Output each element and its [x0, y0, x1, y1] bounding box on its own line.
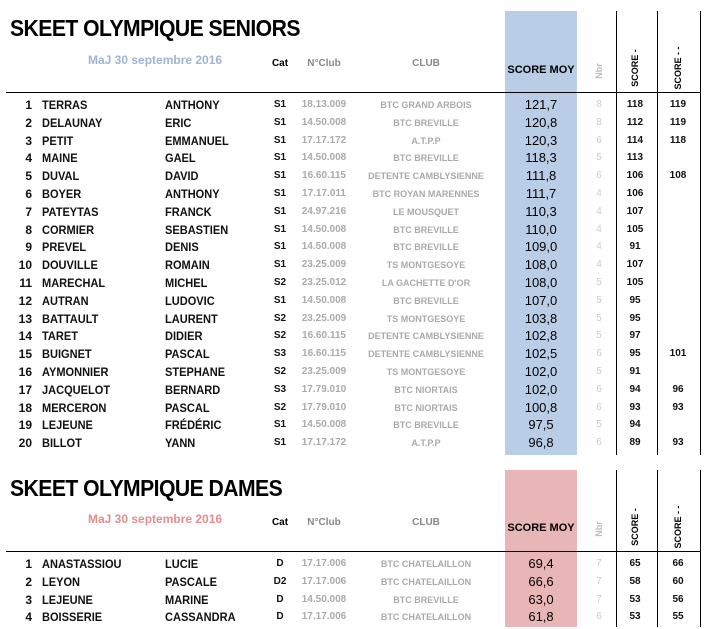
table-row: [0, 167, 705, 185]
cell-prenom: DAVID: [165, 169, 199, 184]
cell-nbr: 4: [596, 205, 602, 217]
cell-nbr: 5: [596, 312, 602, 324]
cell-prenom: ANTHONY: [165, 98, 220, 112]
cell-rank: 4: [25, 610, 32, 625]
cell-s2: 60: [672, 575, 684, 587]
cell-s1: 95: [629, 312, 641, 324]
cell-nbr: 4: [596, 241, 602, 253]
cell-s1: 91: [629, 365, 641, 377]
table-row: [0, 381, 705, 399]
cell-cat: S1: [273, 205, 287, 217]
cell-rank: 20: [18, 436, 32, 451]
seniors-table: [0, 96, 705, 452]
cell-nbr: 6: [596, 348, 602, 360]
cell-score: 111,8: [525, 168, 557, 184]
cell-club: BTC BREVILLE: [393, 117, 459, 128]
cell-nclub: 16.60.115: [302, 170, 346, 182]
cell-prenom: LAURENT: [165, 311, 218, 326]
dames-table: [0, 555, 705, 626]
table-row: [0, 238, 705, 256]
cell-s1: 97: [629, 330, 641, 342]
cell-club: TS MONTGESOYE: [386, 313, 466, 324]
cell-nclub: 14.50.008: [301, 152, 347, 164]
cell-nom: BOISSERIE: [42, 610, 103, 625]
cell-nom: MAINE: [42, 151, 78, 166]
cell-score: 111,7: [525, 185, 557, 201]
cell-rank: 1: [25, 98, 32, 112]
dames-title: SKEET OLYMPIQUE DAMES: [10, 475, 283, 501]
cell-nbr: 8: [596, 99, 602, 110]
cell-s2: 93: [672, 401, 684, 413]
cell-prenom: STEPHANE: [165, 364, 226, 379]
header-score-2: SCORE - -: [673, 505, 683, 549]
cell-prenom: LUCIE: [165, 557, 199, 571]
cell-club: BTC GRAND ARBOIS: [380, 100, 472, 110]
cell-nom: LEJEUNE: [42, 592, 93, 607]
cell-nclub: 17.17.011: [302, 187, 346, 199]
cell-rank: 15: [18, 347, 32, 362]
cell-rank: 4: [25, 151, 32, 166]
cell-nclub: 24.97.216: [301, 205, 347, 217]
cell-club: TS MONTGESOYE: [386, 366, 466, 377]
cell-cat: D: [276, 558, 284, 569]
cell-cat: S1: [273, 223, 287, 235]
cell-club: A.T.P.P: [411, 135, 441, 146]
cell-nclub: 14.50.008: [301, 593, 347, 605]
cell-club: A.T.P.P: [411, 438, 441, 449]
cell-prenom: SEBASTIEN: [165, 222, 229, 237]
cell-s1: 105: [626, 223, 644, 235]
cell-rank: 13: [18, 311, 32, 326]
cell-nbr: 6: [596, 383, 602, 395]
cell-cat: D: [276, 611, 284, 623]
cell-nbr: 5: [596, 294, 602, 306]
cell-s1: 113: [626, 152, 644, 164]
cell-prenom: DIDIER: [165, 329, 203, 344]
cell-score: 66,6: [528, 573, 554, 589]
cell-nbr: 6: [596, 611, 602, 623]
cell-cat: S1: [273, 134, 287, 146]
cell-nclub: 14.50.008: [301, 419, 347, 431]
cell-nom: ANASTASSIOU: [42, 557, 122, 571]
cell-nom: BILLOT: [42, 436, 82, 451]
cell-rank: 12: [18, 293, 32, 308]
cell-nclub: 17.17.006: [301, 575, 347, 587]
cell-club: DETENTE CAMBLYSIENNE: [368, 349, 484, 360]
cell-nclub: 16.60.115: [302, 348, 346, 360]
table-row: [0, 256, 705, 274]
cell-nom: PETIT: [42, 133, 74, 148]
cell-cat: S2: [273, 276, 287, 288]
cell-nclub: 14.50.008: [301, 241, 347, 253]
cell-nom: BUIGNET: [42, 347, 92, 362]
cell-s1: 53: [629, 611, 641, 623]
cell-nom: PATEYTAS: [42, 204, 99, 219]
header-club: CLUB: [412, 517, 440, 528]
cell-nbr: 4: [596, 187, 602, 199]
table-row: [0, 132, 705, 150]
cell-nclub: 17.79.010: [301, 383, 347, 395]
cell-cat: S2: [273, 330, 287, 342]
cell-nclub: 18.13.009: [301, 99, 347, 110]
cell-nclub: 17.17.172: [301, 134, 347, 146]
cell-rank: 8: [25, 222, 32, 237]
cell-score: 108,0: [524, 257, 558, 273]
header-score-moy: SCORE MOY: [507, 64, 575, 76]
cell-rank: 3: [25, 592, 32, 607]
cell-cat: S3: [273, 348, 287, 360]
cell-nclub: 23.25.012: [301, 276, 347, 288]
table-row: [0, 185, 705, 203]
cell-score: 102,8: [524, 328, 558, 344]
table-row: [0, 149, 705, 167]
cell-nbr: 6: [596, 170, 602, 182]
cell-club: BTC BREVILLE: [393, 594, 459, 605]
cell-s1: 94: [629, 419, 641, 431]
cell-cat: D: [276, 593, 284, 605]
cell-club: BTC NIORTAIS: [394, 402, 458, 413]
cell-club: DETENTE CAMBLYSIENNE: [368, 331, 484, 342]
cell-prenom: FRÉDÉRIC: [165, 418, 222, 433]
cell-club: BTC BREVILLE: [393, 420, 459, 431]
cell-rank: 7: [25, 204, 32, 219]
cell-rank: 16: [18, 364, 32, 379]
cell-nbr: 5: [596, 152, 602, 164]
cell-nom: CORMIER: [42, 222, 95, 237]
cell-cat: S1: [273, 294, 287, 306]
cell-nclub: 17.79.010: [301, 401, 347, 413]
table-row: [0, 327, 705, 345]
cell-nom: MERCERON: [42, 400, 107, 415]
table-row: [0, 608, 705, 626]
cell-club: BTC NIORTAIS: [394, 384, 458, 395]
cell-score: 120,8: [524, 114, 558, 130]
cell-score: 63,0: [528, 591, 554, 607]
cell-rank: 3: [25, 133, 32, 148]
table-row: [0, 363, 705, 381]
dames-update-date: MaJ 30 septembre 2016: [88, 512, 223, 526]
cell-nom: TARET: [42, 329, 78, 344]
cell-s1: 107: [626, 259, 644, 271]
cell-cat: S1: [273, 116, 287, 128]
cell-nbr: 8: [596, 116, 602, 128]
cell-club: LE MOUSQUET: [392, 206, 459, 217]
cell-s2: 101: [669, 348, 687, 360]
cell-cat: S1: [273, 170, 287, 182]
cell-prenom: FRANCK: [165, 204, 212, 219]
cell-s2: 118: [669, 134, 687, 146]
cell-s2: 56: [672, 593, 684, 605]
cell-s1: 58: [629, 575, 641, 587]
cell-prenom: LUDOVIC: [165, 293, 215, 308]
cell-score: 108,0: [524, 274, 558, 290]
cell-s1: 112: [626, 116, 644, 128]
cell-nbr: 4: [596, 223, 602, 235]
cell-s2: 108: [669, 170, 687, 182]
cell-nbr: 5: [596, 330, 602, 342]
cell-prenom: PASCAL: [165, 347, 210, 362]
cell-rank: 19: [18, 418, 32, 433]
cell-prenom: GAEL: [165, 151, 196, 166]
cell-score: 102,5: [524, 346, 558, 362]
cell-score: 100,8: [524, 399, 558, 415]
cell-s2: 55: [672, 611, 684, 623]
cell-prenom: BERNARD: [165, 382, 221, 397]
cell-s1: 107: [626, 205, 644, 217]
cell-club: LA GACHETTE D'OR: [381, 277, 471, 288]
cell-nbr: 6: [596, 401, 602, 413]
cell-score: 97,5: [528, 417, 554, 433]
cell-nbr: 5: [596, 365, 602, 377]
cell-nclub: 17.17.006: [301, 611, 347, 623]
cell-s2: 93: [672, 437, 684, 449]
cell-cat: S2: [273, 312, 287, 324]
cell-nclub: 23.25.009: [301, 312, 347, 324]
cell-cat: S1: [273, 437, 287, 449]
cell-nbr: 7: [596, 558, 602, 569]
cell-nbr: 4: [596, 259, 602, 271]
cell-prenom: EMMANUEL: [165, 133, 229, 148]
cell-s1: 94: [629, 383, 641, 395]
cell-rank: 1: [25, 557, 32, 571]
cell-rank: 2: [25, 574, 32, 589]
header-score-2: SCORE - -: [673, 46, 683, 90]
cell-s1: 95: [629, 294, 641, 306]
cell-s1: 53: [629, 593, 641, 605]
header-cat: Cat: [271, 58, 289, 69]
header-nbr: Nbr: [594, 521, 604, 537]
cell-prenom: DENIS: [165, 240, 199, 255]
cell-score: 121,7: [524, 97, 558, 112]
cell-club: BTC BREVILLE: [393, 295, 459, 306]
table-row: [0, 345, 705, 363]
table-row: [0, 591, 705, 609]
cell-nbr: 6: [596, 437, 602, 449]
cell-score: 102,0: [524, 381, 558, 397]
cell-nom: DUVAL: [42, 169, 80, 184]
table-row: [0, 221, 705, 239]
cell-prenom: ERIC: [165, 115, 192, 130]
cell-nom: LEJEUNE: [42, 418, 93, 433]
cell-prenom: YANN: [165, 436, 196, 451]
header-nclub: N°Club: [307, 517, 341, 528]
cell-score: 110,3: [525, 203, 557, 219]
cell-nbr: 7: [596, 593, 602, 605]
cell-nclub: 14.50.008: [301, 116, 347, 128]
cell-club: BTC CHATELAILLON: [380, 612, 472, 623]
cell-s2: 119: [669, 116, 687, 128]
cell-score: 69,4: [528, 556, 554, 571]
cell-nom: BATTAULT: [42, 311, 99, 326]
cell-rank: 14: [18, 329, 32, 344]
cell-nclub: 23.25.009: [301, 365, 347, 377]
cell-rank: 17: [18, 382, 32, 397]
cell-nom: BOYER: [42, 186, 82, 201]
cell-nom: DELAUNAY: [42, 115, 103, 130]
cell-prenom: MARINE: [165, 592, 209, 607]
cell-nclub: 17.17.006: [301, 558, 347, 569]
cell-rank: 9: [25, 240, 32, 255]
cell-cat: S1: [273, 99, 287, 110]
cell-score: 110,0: [525, 221, 557, 237]
cell-nbr: 5: [596, 419, 602, 431]
cell-prenom: CASSANDRA: [165, 610, 236, 625]
cell-nbr: 6: [596, 134, 602, 146]
cell-rank: 6: [25, 186, 32, 201]
cell-cat: S1: [273, 241, 287, 253]
cell-club: BTC ROYAN MARENNES: [372, 188, 480, 199]
cell-s1: 89: [629, 437, 641, 449]
header-club: CLUB: [412, 58, 440, 69]
cell-club: TS MONTGESOYE: [386, 260, 466, 271]
header-score-1: SCORE -: [630, 508, 640, 546]
seniors-update-date: MaJ 30 septembre 2016: [88, 53, 223, 67]
cell-cat: S2: [273, 401, 287, 413]
cell-s1: 65: [629, 558, 641, 569]
header-rule: [6, 92, 701, 93]
cell-nclub: 14.50.008: [301, 223, 347, 235]
table-row: [0, 310, 705, 328]
cell-nclub: 14.50.008: [301, 294, 347, 306]
table-row: [0, 573, 705, 591]
cell-rank: 2: [25, 115, 32, 130]
cell-cat: S1: [273, 152, 287, 164]
cell-club: BTC BREVILLE: [393, 224, 459, 235]
cell-score: 107,0: [524, 292, 558, 308]
cell-nom: LEYON: [42, 574, 81, 589]
cell-cat: S2: [273, 365, 287, 377]
cell-nom: DOUVILLE: [42, 258, 98, 273]
cell-s1: 106: [626, 170, 644, 182]
cell-score: 120,3: [524, 132, 558, 148]
cell-cat: S1: [273, 259, 287, 271]
cell-nom: TERRAS: [42, 98, 88, 112]
cell-s2: 119: [669, 99, 687, 110]
cell-club: BTC BREVILLE: [393, 242, 459, 253]
cell-nom: AYMONNIER: [42, 364, 109, 379]
cell-club: BTC CHATELAILLON: [380, 559, 472, 569]
cell-club: BTC BREVILLE: [393, 153, 459, 164]
cell-s1: 93: [629, 401, 641, 413]
cell-cat: D2: [273, 575, 287, 587]
table-row: [0, 434, 705, 452]
cell-s1: 91: [629, 241, 641, 253]
cell-cat: S1: [273, 419, 287, 431]
cell-club: DETENTE CAMBLYSIENNE: [368, 171, 484, 182]
cell-s1: 105: [626, 276, 644, 288]
cell-score: 103,8: [524, 310, 558, 326]
cell-cat: S3: [273, 383, 287, 395]
header-rule: [6, 551, 701, 552]
cell-rank: 11: [19, 275, 32, 290]
cell-prenom: ANTHONY: [165, 186, 220, 201]
dames-section: [0, 466, 705, 629]
header-score-1: SCORE -: [630, 49, 640, 87]
table-row: [0, 292, 705, 310]
cell-nom: MARECHAL: [42, 275, 106, 290]
cell-s2: 96: [672, 383, 684, 395]
table-row: [0, 416, 705, 434]
header-nbr: Nbr: [594, 63, 604, 79]
cell-score: 96,8: [528, 435, 554, 451]
cell-s1: 114: [626, 134, 644, 146]
table-row: [0, 203, 705, 221]
cell-prenom: PASCAL: [165, 400, 210, 415]
table-row: [0, 399, 705, 417]
cell-nbr: 5: [596, 276, 602, 288]
cell-rank: 5: [25, 169, 32, 184]
cell-score: 102,0: [524, 363, 558, 379]
cell-nom: JACQUELOT: [42, 382, 111, 397]
cell-prenom: PASCALE: [165, 574, 217, 589]
header-cat: Cat: [271, 517, 289, 528]
cell-cat: S1: [273, 187, 287, 199]
cell-s2: 66: [672, 558, 684, 569]
cell-rank: 10: [18, 258, 32, 273]
cell-s1: 118: [626, 99, 644, 110]
seniors-title: SKEET OLYMPIQUE SENIORS: [10, 15, 300, 41]
cell-rank: 18: [18, 400, 32, 415]
table-row: [0, 555, 705, 573]
cell-nbr: 7: [596, 575, 602, 587]
cell-nclub: 23.25.009: [301, 259, 347, 271]
cell-score: 61,8: [528, 609, 554, 625]
cell-club: BTC CHATELAILLON: [380, 576, 472, 587]
table-row: [0, 274, 705, 292]
table-row: [0, 96, 705, 114]
cell-score: 118,3: [525, 150, 557, 166]
cell-score: 109,0: [524, 239, 558, 255]
cell-nclub: 17.17.172: [301, 437, 347, 449]
header-score-moy: SCORE MOY: [507, 522, 575, 534]
cell-nom: PREVEL: [42, 240, 87, 255]
table-row: [0, 114, 705, 132]
cell-nclub: 16.60.115: [302, 330, 346, 342]
header-nclub: N°Club: [307, 58, 341, 69]
cell-prenom: ROMAIN: [165, 258, 210, 273]
cell-s1: 95: [629, 348, 641, 360]
cell-s1: 106: [626, 187, 644, 199]
cell-prenom: MICHEL: [165, 275, 208, 290]
cell-nom: AUTRAN: [42, 293, 89, 308]
